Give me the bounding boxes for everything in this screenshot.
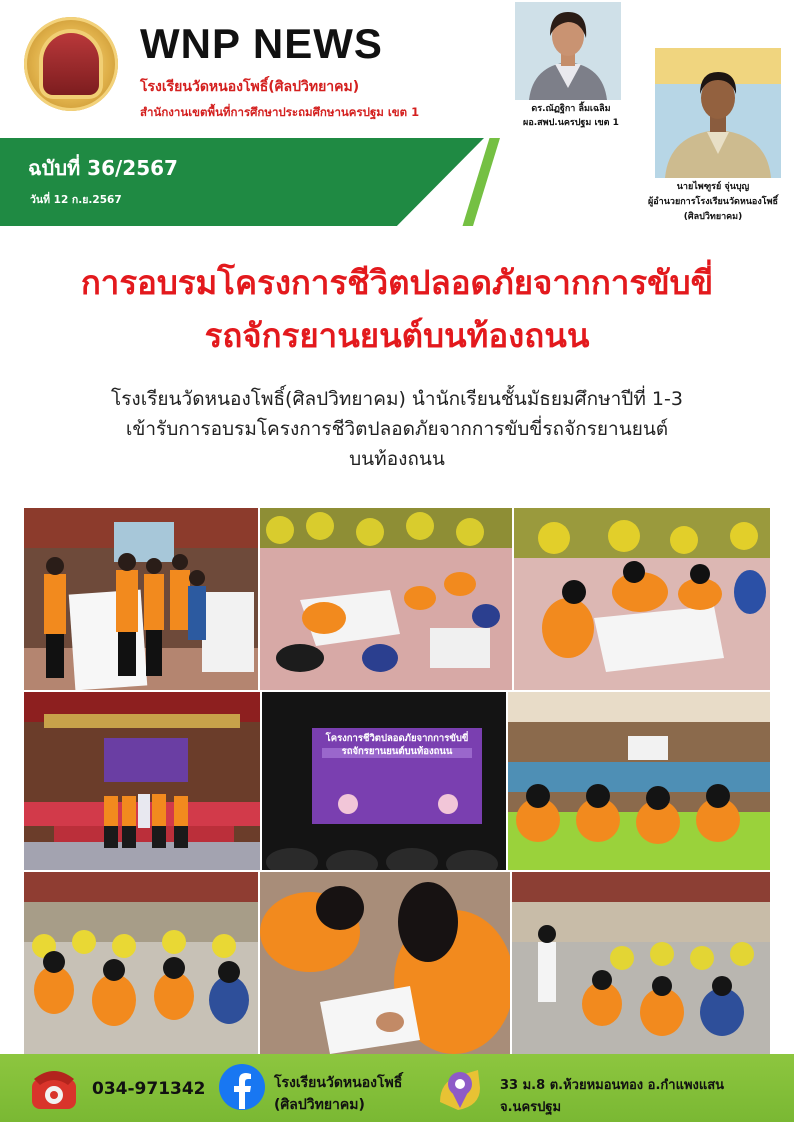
footer-facebook-line-2: (ศิลปวิทยาคม) [274,1097,365,1113]
office-name: สำนักงานเขตพื้นที่การศึกษาประถมศึกษานครปฐม เขต 1 [140,105,420,119]
headline-line-1: การอบรมโครงการชีวิตปลอดภัยจากการขับขี่ [80,263,714,302]
principal-photo [655,48,781,178]
photo-hall-floor [512,872,770,1054]
photo-students-sitting [24,872,258,1054]
school-name: โรงเรียนวัดหนองโพธิ์(ศิลปวิทยาคม) [140,79,360,95]
footer-address-line-2: จ.นครปฐม [500,1100,562,1115]
director-caption [510,102,632,130]
footer-phone: 034-971342 [92,1079,206,1099]
screen-title-line-1: โครงการชีวิตปลอดภัยจากการขับขี่ [325,733,469,744]
location-icon [434,1062,488,1114]
body-line-2: เข้ารับการอบรมโครงการชีวิตปลอดภัยจากการขับขี่รถจักรยานยนต์ [125,418,669,440]
school-emblem-icon [24,17,118,111]
footer-facebook-line-1: โรงเรียนวัดหนองโพธิ์ [274,1075,403,1091]
screen-title-line-2: รถจักรยานยนต์บนท้องถนน [341,746,453,757]
phone-icon [30,1065,78,1111]
issue-date: วันที่ 12 ก.ย.2567 [30,194,122,206]
photo-stage-group [24,692,260,870]
photo-closeup-writing [260,872,510,1054]
photo-collage [24,508,770,1054]
director-photo [515,2,621,100]
principal-role-suffix: (ศิลปวิทยาคม) [683,212,743,222]
director-role: ผอ.สพป.นครปฐม เขต 1 [523,118,619,128]
photo-students-drawing [514,508,770,690]
footer-bar [0,1054,794,1122]
photo-group-posters [24,508,258,690]
headline-line-2: รถจักรยานยนต์บนท้องถนน [204,316,590,355]
photo-projection-screen [262,692,506,870]
footer-address-line-1: 33 ม.8 ต.ห้วยหมอนทอง อ.กำแพงแสน [500,1078,725,1093]
body-line-1: โรงเรียนวัดหนองโพธิ์(ศิลปวิทยาคม) นำนักเรียนชั้นมัธยมศึกษาปีที่ 1-3 [111,388,683,410]
facebook-icon [218,1063,266,1111]
principal-role: ผู้อำนวยการโรงเรียนวัดหนองโพธิ์ [648,197,778,207]
body-line-3: บนท้องถนน [349,448,445,470]
principal-caption [640,180,786,225]
director-name: ดร.ณัฏฐิกา ลิ้มเฉลิม [531,104,611,114]
principal-name: นายไพฑูรย์ จุ่นบุญ [676,182,750,192]
newsletter-title: WNP NEWS [140,20,383,67]
photo-floor-writing [260,508,512,690]
photo-hall-seated [508,692,770,870]
issue-number: ฉบับที่ 36/2567 [28,156,178,180]
